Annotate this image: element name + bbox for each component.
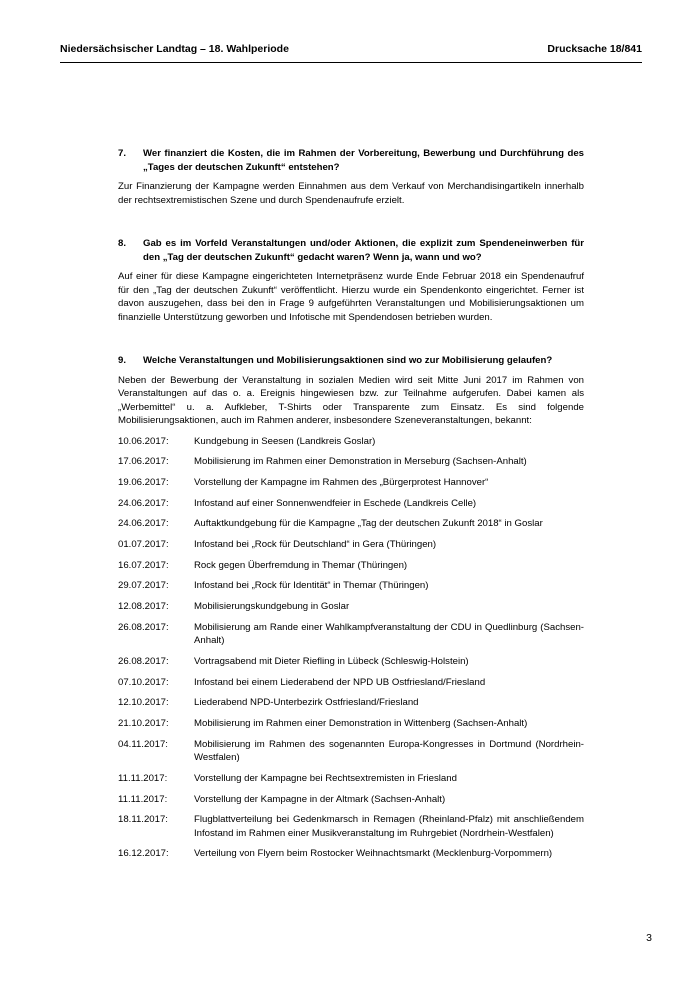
event-date: 24.06.2017: bbox=[118, 518, 169, 530]
answer-text: Zur Finanzierung der Kampagne werden Einnahmen aus dem Verkauf von Merchandisingartikeln innerhalb der rechtsextremistischen Szene und durch Spendenaufrufe erzielt. bbox=[118, 181, 584, 206]
event-date: 01.07.2017: bbox=[118, 538, 169, 550]
event-date: 04.11.2017: bbox=[118, 738, 168, 750]
event-description: Vorstellung der Kampagne bei Rechtsextremisten in Friesland bbox=[194, 772, 457, 784]
event-description: Flugblattverteilung bei Gedenkmarsch in Remagen (Rheinland-Pfalz) mit anschließendem Infostand im Rahmen einer Musikveranstaltung im Ruhrgebiet (Nordrhein-Westfalen) bbox=[194, 814, 584, 839]
event-date: 17.06.2017: bbox=[118, 456, 169, 468]
event-row bbox=[118, 476, 584, 490]
header-title: Niedersächsischer Landtag – 18. Wahlperiode bbox=[60, 43, 289, 55]
event-description: Vortragsabend mit Dieter Riefling in Lübeck (Schleswig-Holstein) bbox=[194, 655, 469, 667]
section-question-9 bbox=[118, 354, 584, 861]
event-date: 21.10.2017: bbox=[118, 717, 169, 729]
question-number: 8. bbox=[118, 238, 127, 249]
answer-text: Auf einer für diese Kampagne eingerichteten Internetpräsenz wurde Ende Februar 2018 ein Spendenaufruf für den „Tag der deutschen Zukunft“ veröffentlicht. Hierzu wurde ein Spendenkonto eingerichtet. Ferner ist davon auszugehen, dass bei den in Frage 9 aufgeführten Veranstaltungen und Mobilisierungsaktionen um finanzielle Unterstützung geworben und Infotische mit Spendendosen betrieben wurden. bbox=[118, 271, 584, 323]
event-description: Infostand bei „Rock für Deutschland“ in Gera (Thüringen) bbox=[194, 538, 437, 550]
event-row bbox=[118, 497, 584, 511]
event-description: Vorstellung der Kampagne im Rahmen des „Bürgerprotest Hannover“ bbox=[194, 476, 489, 488]
page-header bbox=[60, 40, 642, 63]
event-description: Rock gegen Überfremdung in Themar (Thüringen) bbox=[194, 559, 408, 571]
question bbox=[118, 237, 584, 264]
event-date: 12.08.2017: bbox=[118, 601, 169, 612]
question-text: Wer finanziert die Kosten, die im Rahmen der Vorbereitung, Bewerbung und Durchführung des „Tages der deutschen Zukunft“ entstehen? bbox=[143, 148, 584, 173]
event-row bbox=[118, 435, 584, 449]
event-date: 11.11.2017: bbox=[118, 772, 168, 784]
event-date: 18.11.2017: bbox=[118, 814, 168, 826]
event-date: 26.08.2017: bbox=[118, 655, 169, 667]
event-row bbox=[118, 738, 584, 765]
event-row bbox=[118, 847, 584, 861]
event-description: Auftaktkundgebung für die Kampagne „Tag der deutschen Zukunft 2018“ in Goslar bbox=[194, 518, 543, 530]
event-date: 07.10.2017: bbox=[118, 676, 169, 688]
event-row bbox=[118, 717, 584, 731]
section-question-8 bbox=[118, 237, 584, 324]
event-row bbox=[118, 696, 584, 710]
event-row bbox=[118, 621, 584, 648]
question-text: Gab es im Vorfeld Veranstaltungen und/oder Aktionen, die explizit zum Spendeneinwerben für den „Tag der deutschen Zukunft“ gedacht waren? Wenn ja, wann und wo? bbox=[143, 238, 584, 263]
event-row bbox=[118, 772, 584, 786]
event-date: 11.11.2017: bbox=[118, 793, 168, 805]
event-date: 29.07.2017: bbox=[118, 580, 169, 592]
question bbox=[118, 354, 584, 368]
event-description: Mobilisierung im Rahmen des sogenannten Europa-Kongresses in Dortmund (Nordrhein-Westfalen) bbox=[194, 738, 584, 764]
event-description: Mobilisierung am Rande einer Wahlkampfveranstaltung der CDU in Quedlinburg (Sachsen-Anhalt) bbox=[194, 621, 584, 647]
event-description: Verteilung von Flyern beim Rostocker Weihnachtsmarkt (Mecklenburg-Vorpommern) bbox=[194, 848, 553, 860]
event-description: Infostand auf einer Sonnenwendfeier in Eschede (Landkreis Celle) bbox=[194, 497, 477, 509]
event-row bbox=[118, 538, 584, 552]
event-description: Kundgebung in Seesen (Landkreis Goslar) bbox=[194, 435, 376, 447]
event-row bbox=[118, 455, 584, 469]
event-row bbox=[118, 676, 584, 690]
event-row bbox=[118, 517, 584, 531]
event-row bbox=[118, 600, 584, 614]
event-date: 24.06.2017: bbox=[118, 497, 169, 509]
event-date: 19.06.2017: bbox=[118, 476, 169, 488]
event-date: 16.12.2017: bbox=[118, 848, 169, 860]
page-number: 3 bbox=[646, 932, 652, 944]
event-description: Infostand bei einem Liederabend der NPD UB Ostfriesland/Friesland bbox=[194, 676, 486, 688]
event-row bbox=[118, 579, 584, 593]
document-number: Drucksache 18/841 bbox=[547, 43, 642, 55]
event-row bbox=[118, 793, 584, 807]
answer-text: Neben der Bewerbung der Veranstaltung in sozialen Medien wird seit Mitte Juni 2017 im Rahmen von Veranstaltungen auf das o. a. Ereignis hingewiesen bzw. zur Teilnahme aufgerufen. Dabei kamen als „Werbemittel“ u. a. Aufkleber, T-Shirts oder Transparente zum Einsatz. Es sind folgende Mobilisierungsaktionen, auch im Rahmen anderer, insbesondere Szeneveranstaltungen, bekannt: bbox=[118, 374, 584, 426]
event-date: 26.08.2017: bbox=[118, 621, 169, 633]
event-description: Mobilisierung im Rahmen einer Demonstration in Merseburg (Sachsen-Anhalt) bbox=[194, 456, 527, 468]
question-number: 9. bbox=[118, 355, 127, 366]
event-row bbox=[118, 559, 584, 573]
event-description: Mobilisierungskundgebung in Goslar bbox=[194, 601, 350, 612]
event-description: Infostand bei „Rock für Identität“ in Themar (Thüringen) bbox=[194, 580, 429, 592]
question-number: 7. bbox=[118, 148, 127, 159]
event-description: Mobilisierung im Rahmen einer Demonstration in Wittenberg (Sachsen-Anhalt) bbox=[194, 717, 528, 729]
event-date: 12.10.2017: bbox=[118, 697, 169, 709]
event-date: 10.06.2017: bbox=[118, 435, 169, 447]
event-row bbox=[118, 655, 584, 669]
event-description: Vorstellung der Kampagne in der Altmark (Sachsen-Anhalt) bbox=[194, 793, 446, 805]
event-row bbox=[118, 813, 584, 840]
event-list bbox=[118, 435, 584, 861]
event-date: 16.07.2017: bbox=[118, 559, 169, 571]
question bbox=[118, 147, 584, 174]
question-text: Welche Veranstaltungen und Mobilisierungsaktionen sind wo zur Mobilisierung gelaufen? bbox=[143, 355, 553, 366]
document-body bbox=[118, 147, 584, 868]
event-description: Liederabend NPD-Unterbezirk Ostfriesland/Friesland bbox=[194, 697, 419, 709]
section-question-7 bbox=[118, 147, 584, 207]
